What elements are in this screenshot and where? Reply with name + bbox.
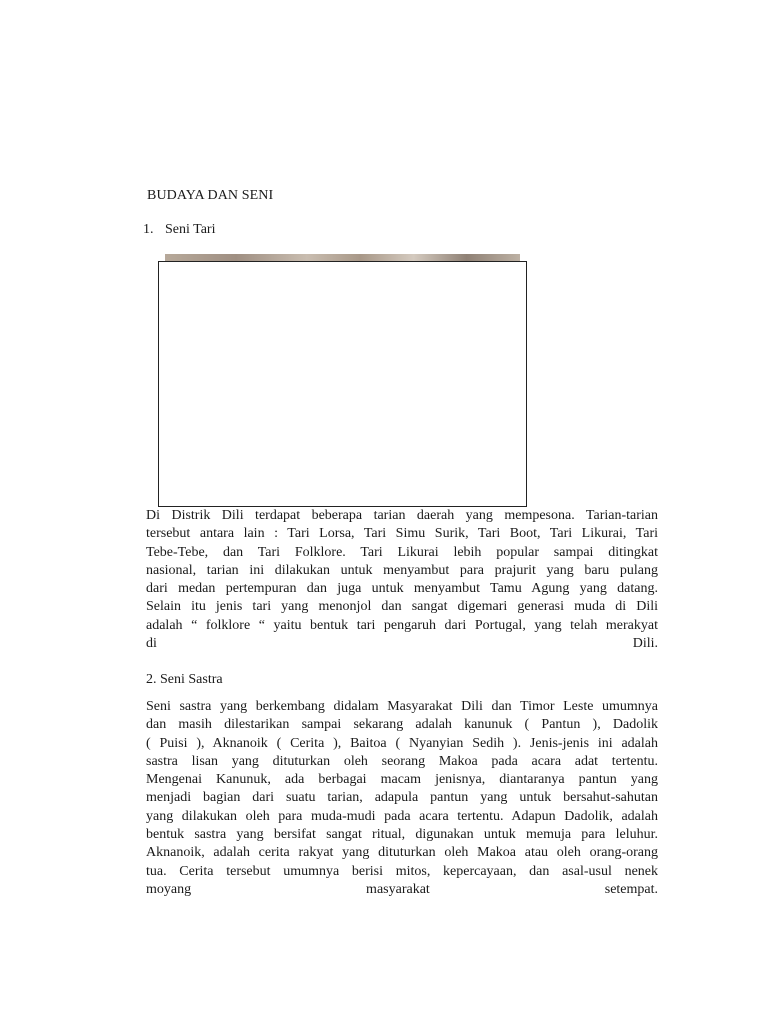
seni-sastra-paragraph [146, 698, 658, 899]
section-heading-seni-tari [143, 221, 215, 239]
paragraph-line: Selain itu jenis tari yang menonjol dan sangat digemari generasi muda di Dili [146, 599, 658, 615]
paragraph-line: tersebut antara lain : Tari Lorsa, Tari Simu Surik, Tari Boot, Tari Likurai, Tari [146, 526, 658, 542]
section-heading-seni-sastra: 2. Seni Sastra [146, 672, 223, 687]
dance-photo-frame [158, 261, 527, 507]
paragraph-line: ( Puisi ), Aknanoik ( Cerita ), Baitoa ( Nyanyian Sedih ). Jenis-jenis ini adalah [146, 735, 658, 751]
paragraph-line: nasional, tarian ini dilakukan untuk menyambut para prajurit yang baru pulang [146, 562, 658, 578]
paragraph-line: Tebe-Tebe, dan Tari Folklore. Tari Likurai lebih popular sampai ditingkat [146, 544, 658, 560]
paragraph-line: moyang masyarakat setempat. [146, 881, 658, 897]
seni-tari-paragraph [146, 507, 658, 653]
paragraph-line: tua. Cerita tersebut umumnya berisi mitos, kepercayaan, dan asal-usul nenek [146, 863, 658, 879]
paragraph-line: Seni sastra yang berkembang didalam Masyarakat Dili dan Timor Leste umumnya [146, 699, 658, 714]
paragraph-line: bentuk sastra yang bersifat sangat ritual, digunakan untuk memuja para leluhur. [146, 827, 658, 843]
section-number: 1. [143, 222, 154, 237]
paragraph-line: menjadi bagian dari suatu tarian, adapula pantun yang untuk bersahut-sahutan [146, 790, 658, 806]
paragraph-line: adalah “ folklore “ yaitu bentuk tari pengaruh dari Portugal, yang telah merakyat [146, 617, 658, 633]
paragraph-line: Mengenai Kanunuk, ada berbagai macam jenisnya, diantaranya pantun yang [146, 772, 658, 788]
document-title: BUDAYA DAN SENI [147, 188, 274, 203]
paragraph-line: di Dili. [146, 636, 658, 652]
section-heading-label: Seni Tari [165, 222, 216, 237]
paragraph-line: dari medan pertempuran dan juga untuk menyambut Tamu Agung yang datang. [146, 581, 658, 597]
paragraph-line: dan masih dilestarikan sampai sekarang adalah kanunuk ( Pantun ), Dadolik [146, 717, 658, 733]
paragraph-line: Aknanoik, adalah cerita rakyat yang dituturkan oleh Makoa atau oleh orang-orang [146, 845, 658, 861]
paragraph-line: Di Distrik Dili terdapat beberapa tarian daerah yang mempesona. Tarian-tarian [146, 508, 658, 523]
paragraph-line: yang dilakukan oleh para muda-mudi pada acara tertentu. Adapun Dadolik, adalah [146, 808, 658, 824]
paragraph-line: sastra lisan yang dituturkan oleh seorang Makoa pada acara adat tertentu. [146, 753, 658, 769]
